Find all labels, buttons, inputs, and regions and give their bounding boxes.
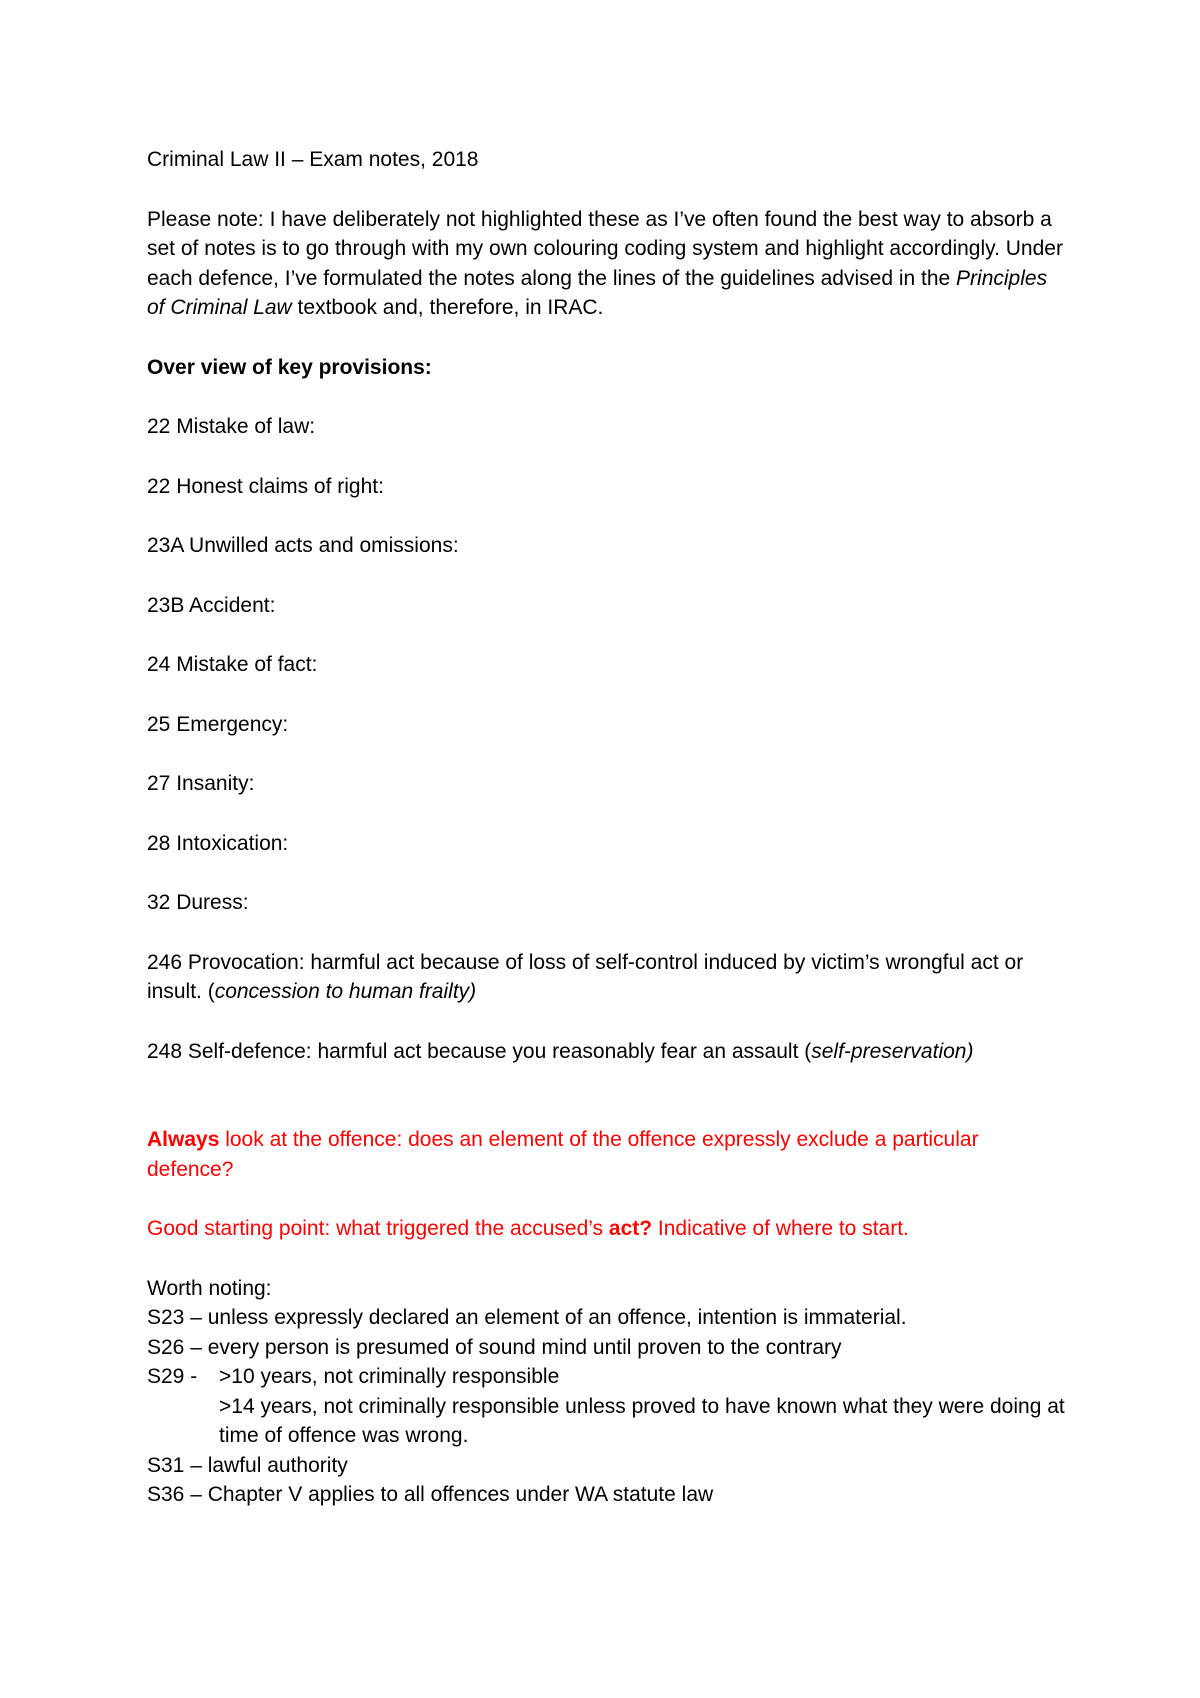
section-detail: >10 years, not criminally responsible <box>219 1365 560 1388</box>
worth-noting-row <box>147 1362 1067 1392</box>
red-note-emphasis: act? <box>608 1217 653 1240</box>
red-note-offence <box>147 1125 1067 1184</box>
provocation-text: 246 Provocation: harmful act because of loss of self-control induced by victim’s wrongful act or insult. ( <box>147 950 1024 1003</box>
provision-item: 23A Unwilled acts and omissions: <box>147 534 459 557</box>
provocation-rationale: concession to human frailty) <box>214 980 477 1003</box>
intro-paragraph <box>147 205 1067 323</box>
red-note-text: look at the offence: does an element of the offence expressly exclude a particular defence? <box>147 1128 979 1181</box>
self-defence-text: 248 Self-defence: harmful act because you reasonably fear an assault ( <box>147 1039 812 1063</box>
provision-item: 28 Intoxication: <box>147 831 289 855</box>
worth-noting-row: S36 – Chapter V applies to all offences under WA statute law <box>147 1483 714 1506</box>
red-note-starting-point <box>147 1214 1067 1244</box>
provision-item: 27 Insanity: <box>147 772 255 795</box>
worth-noting-heading: Worth noting: <box>147 1276 272 1300</box>
overview-heading: Over view of key provisions: <box>147 355 432 379</box>
provision-item: 25 Emergency: <box>147 712 289 736</box>
provision-item: 23B Accident: <box>147 593 276 617</box>
worth-noting-row: S26 – every person is presumed of sound mind until proven to the contrary <box>147 1335 842 1359</box>
red-note-text: Good starting point: what triggered the accused’s <box>147 1217 609 1240</box>
provision-item: 32 Duress: <box>147 891 249 914</box>
worth-noting-section <box>147 1274 1067 1510</box>
textbook-title: Principles of Criminal Law <box>147 266 1048 319</box>
provision-item: 22 Mistake of law: <box>147 415 316 438</box>
worth-noting-row <box>147 1392 1067 1451</box>
provisions-list <box>147 412 1067 918</box>
provocation-item <box>147 948 1067 1007</box>
worth-noting-row: S23 – unless expressly declared an element of an offence, intention is immaterial. <box>147 1306 907 1329</box>
red-note-emphasis: Always <box>147 1128 220 1151</box>
document-title: Criminal Law II – Exam notes, 2018 <box>147 148 479 171</box>
section-detail: >14 years, not criminally responsible unless proved to have known what they were doing at time of offence was wrong. <box>219 1394 1065 1447</box>
self-defence-item <box>147 1037 1067 1067</box>
worth-noting-row: S31 – lawful authority <box>147 1453 348 1477</box>
provision-item: 22 Honest claims of right: <box>147 474 384 498</box>
document-page <box>147 145 1067 1510</box>
provision-item: 24 Mistake of fact: <box>147 653 318 676</box>
intro-text-end: textbook and, therefore, in IRAC. <box>291 296 604 319</box>
section-number: S29 - <box>147 1365 198 1388</box>
self-defence-rationale: self-preservation) <box>811 1039 974 1063</box>
intro-text: Please note: I have deliberately not highlighted these as I’ve often found the best way to absorb a set of notes is to go through with my own colouring coding system and highlight accordingly. Under each defence, I’ve formulated the notes along the lines of the guidelines advised in the <box>147 207 1063 290</box>
red-note-text-end: Indicative of where to start. <box>652 1217 909 1240</box>
section-number <box>147 1392 219 1451</box>
